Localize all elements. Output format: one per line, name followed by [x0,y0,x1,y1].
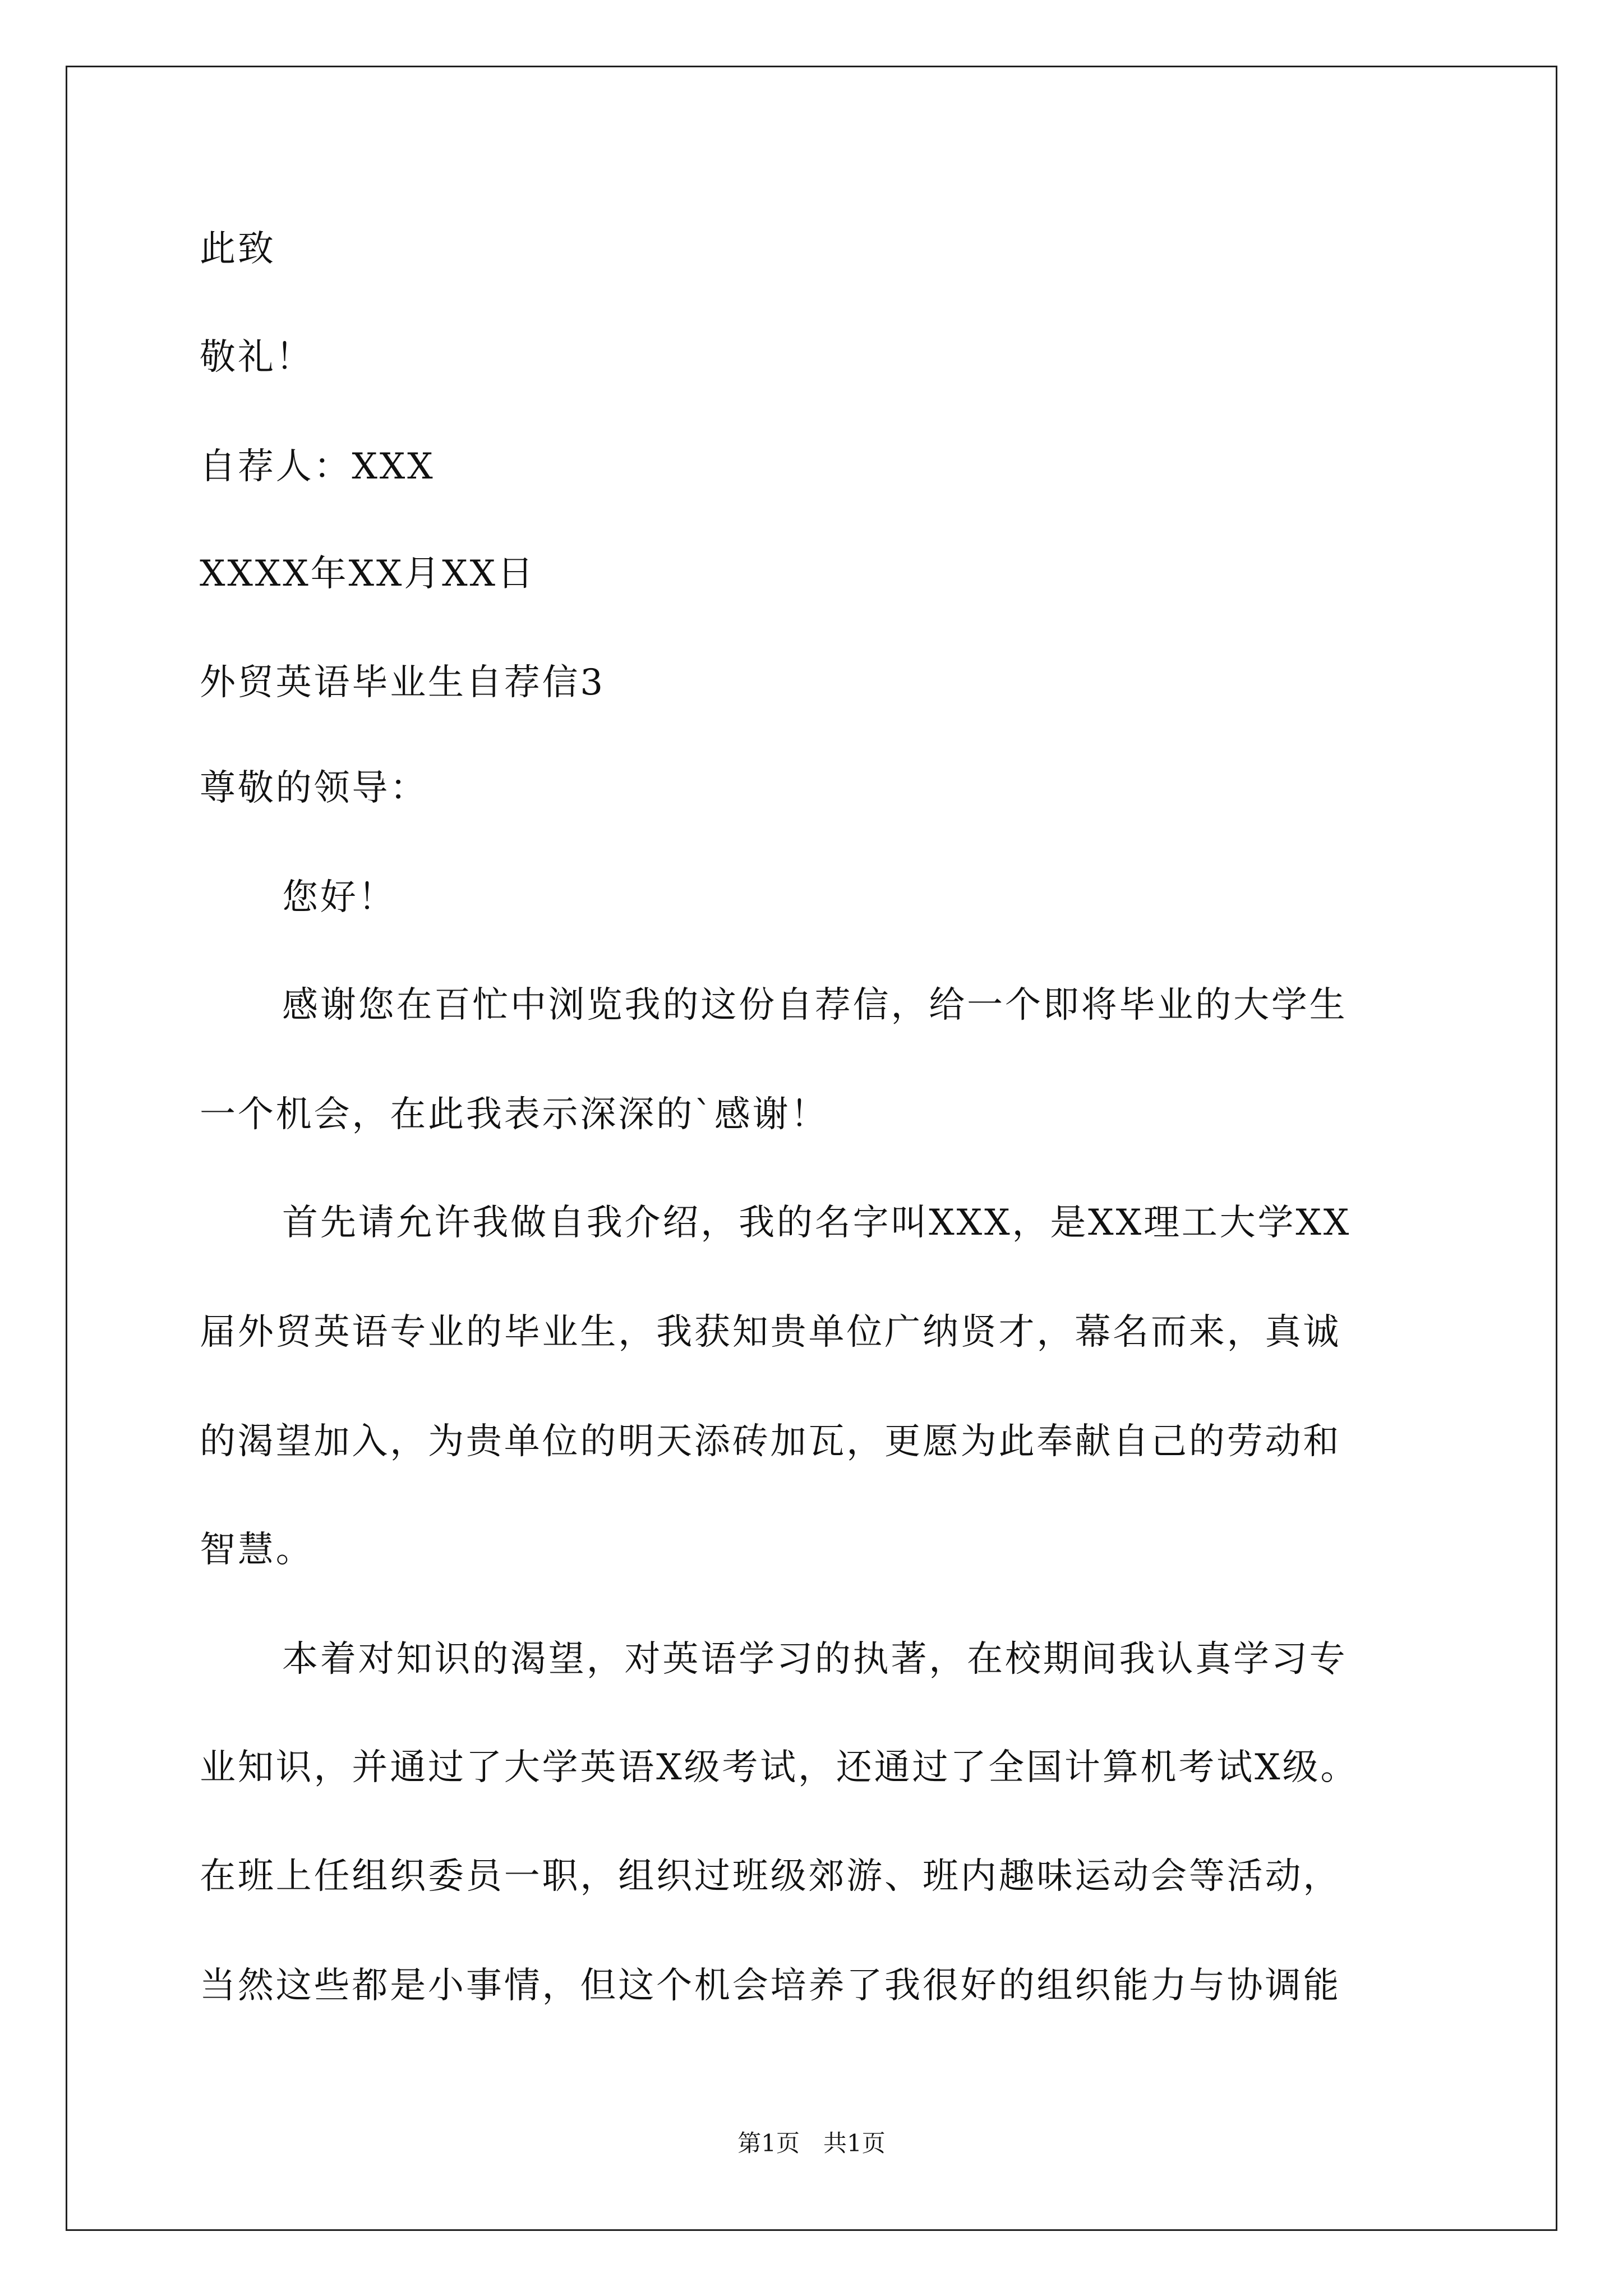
salutation: 尊敬的领导： [200,767,428,809]
paragraph-2-line-2: 届外贸英语专业的毕业生，我获知贵单位广纳贤才，幕名而来，真诚 [200,1312,1341,1353]
paragraph-2-line-3: 的渴望加入，为贵单位的明天添砖加瓦，更愿为此奉献自己的劳动和 [200,1421,1341,1462]
signer-line: 自荐人：XXX [200,446,435,487]
greeting: 您好！ [282,877,396,918]
letter-title: 外贸英语毕业生自荐信3 [200,662,605,703]
date-line: XXXX年XX月XX日 [200,553,536,595]
paragraph-3-line-2: 业知识，并通过了大学英语X级考试，还通过了全国计算机考试X级。 [200,1747,1359,1788]
paragraph-3-line-1: 本着对知识的渴望，对英语学习的执著，在校期间我认真学习专 [282,1639,1348,1680]
paragraph-2-line-4: 智慧。 [200,1529,314,1571]
page-number-footer: 第1页 共1页 [737,2129,886,2157]
paragraph-1-line-2: 一个机会，在此我表示深深的`感谢！ [200,1094,829,1135]
paragraph-2-line-1: 首先请允许我做自我介绍，我的名字叫XXX，是XX理工大学XX [282,1202,1352,1244]
paragraph-3-line-4: 当然这些都是小事情，但这个机会培养了我很好的组织能力与协调能 [200,1965,1341,2007]
paragraph-3-line-3: 在班上任组织委员一职，组织过班级郊游、班内趣味运动会等活动， [200,1856,1341,1897]
closing-line-1: 此致 [200,228,276,270]
page-border [66,66,1557,2231]
closing-line-2: 敬礼！ [200,337,314,378]
paragraph-1-line-1: 感谢您在百忙中浏览我的这份自荐信，给一个即将毕业的大学生 [282,984,1348,1026]
